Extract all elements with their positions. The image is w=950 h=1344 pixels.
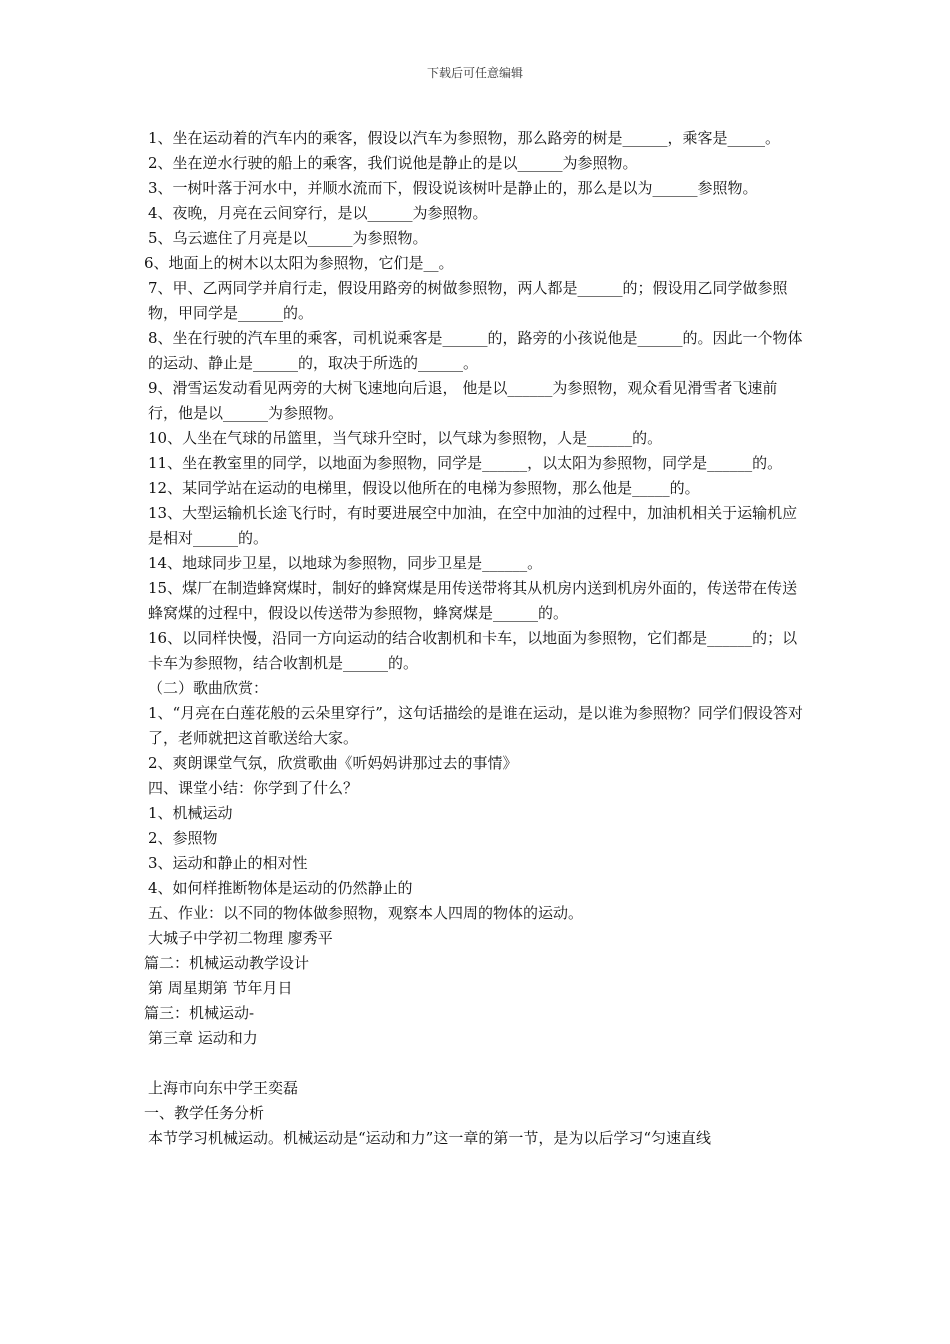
- text-line: 7、甲、乙两同学并肩行走，假设用路旁的树做参照物，两人都是______的；假设用乙同学做参照物，甲同学是______的。: [148, 279, 788, 322]
- text-line: （二）歌曲欣赏：: [148, 679, 269, 697]
- text-line: 2、坐在逆水行驶的船上的乘客，我们说他是静止的是以______为参照物。: [148, 154, 638, 172]
- text-line: 1、坐在运动着的汽车内的乘客，假设以汽车为参照物，那么路旁的树是______，乘客是_____。: [148, 129, 781, 147]
- page-header: 下载后可任意编辑: [426, 66, 523, 80]
- text-line: 8、坐在行驶的汽车里的乘客，司机说乘客是______的，路旁的小孩说他是______的。因此一个物体的运动、静止是______的，取决于所选的______。: [148, 329, 803, 372]
- text-line: 12、某同学站在运动的电梯里，假设以他所在的电梯为参照物，那么他是_____的。: [148, 479, 700, 497]
- text-line: 9、滑雪运发动看见两旁的大树飞速地向后退， 他是以______为参照物，观众看见滑雪者飞速前行，他是以______为参照物。: [148, 379, 778, 422]
- text-line: 篇二：机械运动教学设计: [144, 954, 310, 972]
- text-line: 4、如何样推断物体是运动的仍然静止的: [148, 879, 413, 897]
- text-line: 5、乌云遮住了月亮是以______为参照物。: [148, 229, 428, 247]
- text-line: 大城子中学初二物理 廖秀平: [148, 929, 333, 947]
- blank-line: [144, 1051, 806, 1076]
- text-line: 篇三：机械运动-: [144, 1004, 255, 1022]
- document-body: [144, 126, 806, 1151]
- text-line: 上海市向东中学王奕磊: [148, 1079, 299, 1097]
- text-line: 15、煤厂在制造蜂窝煤时，制好的蜂窝煤是用传送带将其从机房内送到机房外面的，传送带在传送蜂窝煤的过程中，假设以传送带为参照物，蜂窝煤是______的。: [148, 579, 798, 622]
- text-line: 本节学习机械运动。机械运动是“运动和力”这一章的第一节，是为以后学习“匀速直线: [148, 1129, 712, 1147]
- text-line: 13、大型运输机长途飞行时，有时要进展空中加油，在空中加油的过程中，加油机相关于运输机应是相对______的。: [148, 504, 798, 547]
- text-line: 3、一树叶落于河水中，并顺水流而下，假设说该树叶是静止的，那么是以为______参照物。: [148, 179, 758, 197]
- text-line: 4、夜晚，月亮在云间穿行，是以______为参照物。: [148, 204, 488, 222]
- text-line: 1、机械运动: [148, 804, 233, 822]
- text-line: 第三章 运动和力: [148, 1029, 258, 1047]
- text-line: 一、教学任务分析: [144, 1104, 265, 1122]
- text-line: 第 周星期第 节年月日: [148, 979, 293, 997]
- text-line: 五、作业：以不同的物体做参照物，观察本人四周的物体的运动。: [148, 904, 584, 922]
- text-line: 1、“月亮在白莲花般的云朵里穿行”，这句话描绘的是谁在运动，是以谁为参照物？同学们假设答对了，老师就把这首歌送给大家。: [148, 704, 803, 747]
- text-line: 16、以同样快慢，沿同一方向运动的结合收割机和卡车，以地面为参照物，它们都是______的；以卡车为参照物，结合收割机是______的。: [148, 629, 798, 672]
- text-line: 2、参照物: [148, 829, 218, 847]
- text-line: 14、地球同步卫星，以地球为参照物，同步卫星是______。: [148, 554, 543, 572]
- text-line: 11、坐在教室里的同学，以地面为参照物，同学是______，以太阳为参照物，同学是______的。: [148, 454, 783, 472]
- text-line: 2、爽朗课堂气氛，欣赏歌曲《听妈妈讲那过去的事情》: [148, 754, 518, 772]
- text-line: 3、运动和静止的相对性: [148, 854, 308, 872]
- text-line: 四、课堂小结：你学到了什么？: [148, 779, 359, 797]
- text-line: 10、人坐在气球的吊篮里，当气球升空时，以气球为参照物，人是______的。: [148, 429, 663, 447]
- text-line: 6、地面上的树木以太阳为参照物，它们是__。: [144, 254, 454, 272]
